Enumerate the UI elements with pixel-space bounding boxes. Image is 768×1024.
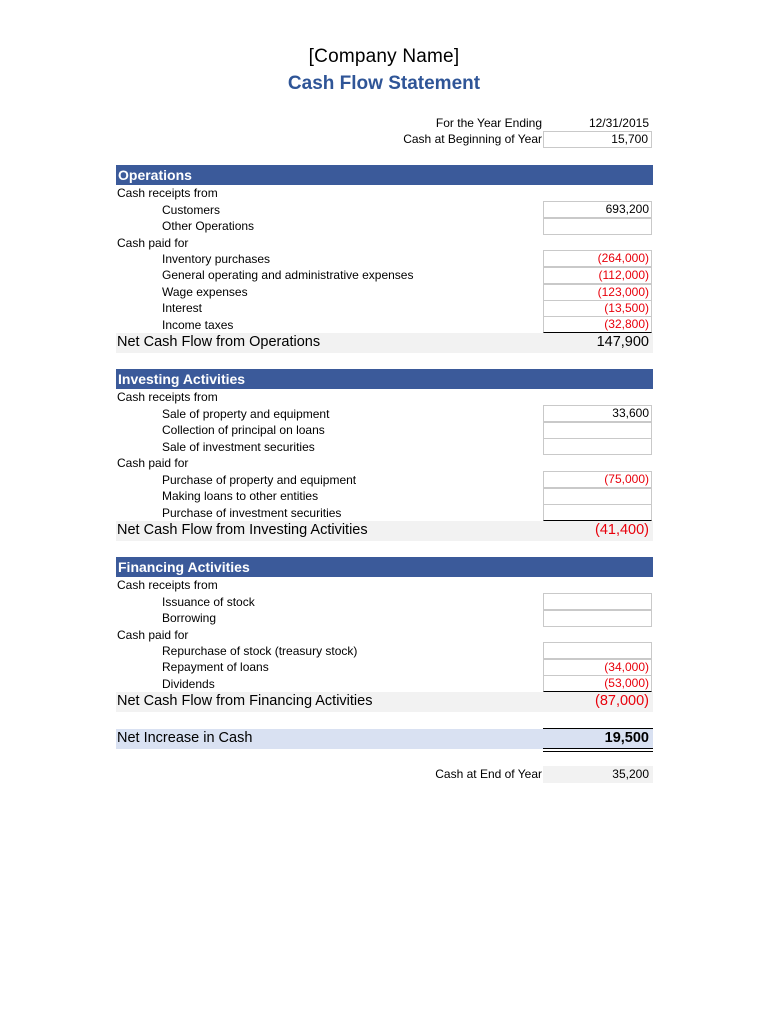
net-increase-value: 19,500	[604, 730, 649, 746]
inv-receipts-label: Cash receipts from	[117, 390, 218, 404]
inv-purchase-investment-label: Purchase of investment securities	[162, 506, 342, 520]
ops-net-value: 147,900	[596, 334, 649, 350]
inv-purchase-property-label: Purchase of property and equipment	[162, 473, 357, 487]
end-cash-label: Cash at End of Year	[435, 767, 542, 781]
inv-paid-label: Cash paid for	[117, 456, 189, 470]
ops-other-value[interactable]	[543, 218, 652, 235]
ops-general-label: General operating and administrative expenses	[162, 268, 414, 282]
ops-inventory-label: Inventory purchases	[162, 252, 271, 266]
ops-taxes-label: Income taxes	[162, 318, 234, 332]
ops-customers-label: Customers	[162, 203, 221, 217]
inv-collection-value[interactable]	[543, 422, 652, 439]
beginning-cash-value[interactable]: 15,700	[543, 131, 652, 148]
fin-repurchase-value[interactable]	[543, 642, 652, 659]
section-investing: Investing Activities	[116, 369, 653, 389]
beginning-cash-label: Cash at Beginning of Year	[403, 132, 542, 146]
section-operations: Operations	[116, 165, 653, 185]
net-increase-top-rule	[543, 728, 653, 729]
ops-wage-value[interactable]: (123,000)	[543, 284, 652, 301]
inv-collection-label: Collection of principal on loans	[162, 423, 325, 437]
fin-issuance-label: Issuance of stock	[162, 595, 255, 609]
fin-repayment-value[interactable]: (34,000)	[543, 659, 652, 676]
inv-loans-value[interactable]	[543, 488, 652, 505]
fin-repurchase-label: Repurchase of stock (treasury stock)	[162, 644, 358, 658]
year-ending-label: For the Year Ending	[435, 116, 542, 130]
inv-sale-investment-label: Sale of investment securities	[162, 440, 315, 454]
fin-repayment-label: Repayment of loans	[162, 660, 269, 674]
statement-title: Cash Flow Statement	[287, 73, 481, 94]
section-financing: Financing Activities	[116, 557, 653, 577]
inv-sale-investment-value[interactable]	[543, 438, 652, 455]
ops-interest-value[interactable]: (13,500)	[543, 300, 652, 317]
ops-receipts-label: Cash receipts from	[117, 186, 218, 200]
year-ending-value[interactable]: 12/31/2015	[588, 116, 649, 130]
ops-customers-value[interactable]: 693,200	[543, 201, 652, 218]
inv-net-label: Net Cash Flow from Investing Activities	[117, 522, 368, 538]
inv-sale-property-label: Sale of property and equipment	[162, 407, 330, 421]
fin-issuance-value[interactable]	[543, 593, 652, 610]
inv-loans-label: Making loans to other entities	[162, 489, 319, 503]
fin-net-label: Net Cash Flow from Financing Activities	[117, 693, 373, 709]
ops-net-label: Net Cash Flow from Operations	[117, 334, 321, 350]
ops-paid-label: Cash paid for	[117, 236, 189, 250]
ops-interest-label: Interest	[162, 301, 203, 315]
fin-borrowing-label: Borrowing	[162, 611, 217, 625]
fin-net-value: (87,000)	[594, 693, 649, 709]
ops-other-label: Other Operations	[162, 219, 255, 233]
inv-purchase-investment-value[interactable]	[543, 504, 652, 521]
ops-inventory-value[interactable]: (264,000)	[543, 250, 652, 267]
fin-borrowing-value[interactable]	[543, 610, 652, 627]
fin-dividends-label: Dividends	[162, 677, 215, 691]
inv-purchase-property-value[interactable]: (75,000)	[543, 471, 652, 488]
fin-dividends-value[interactable]: (53,000)	[543, 675, 652, 692]
inv-sale-property-value[interactable]: 33,600	[543, 405, 652, 422]
company-name: [Company Name]	[308, 46, 460, 67]
ops-wage-label: Wage expenses	[162, 285, 248, 299]
fin-paid-label: Cash paid for	[117, 628, 189, 642]
net-increase-label: Net Increase in Cash	[117, 730, 253, 746]
inv-net-value: (41,400)	[594, 522, 649, 538]
ops-general-value[interactable]: (112,000)	[543, 267, 652, 284]
fin-receipts-label: Cash receipts from	[117, 578, 218, 592]
ops-taxes-value[interactable]: (32,800)	[543, 316, 652, 333]
net-increase-double-rule	[543, 748, 653, 752]
end-cash-value: 35,200	[612, 767, 649, 781]
